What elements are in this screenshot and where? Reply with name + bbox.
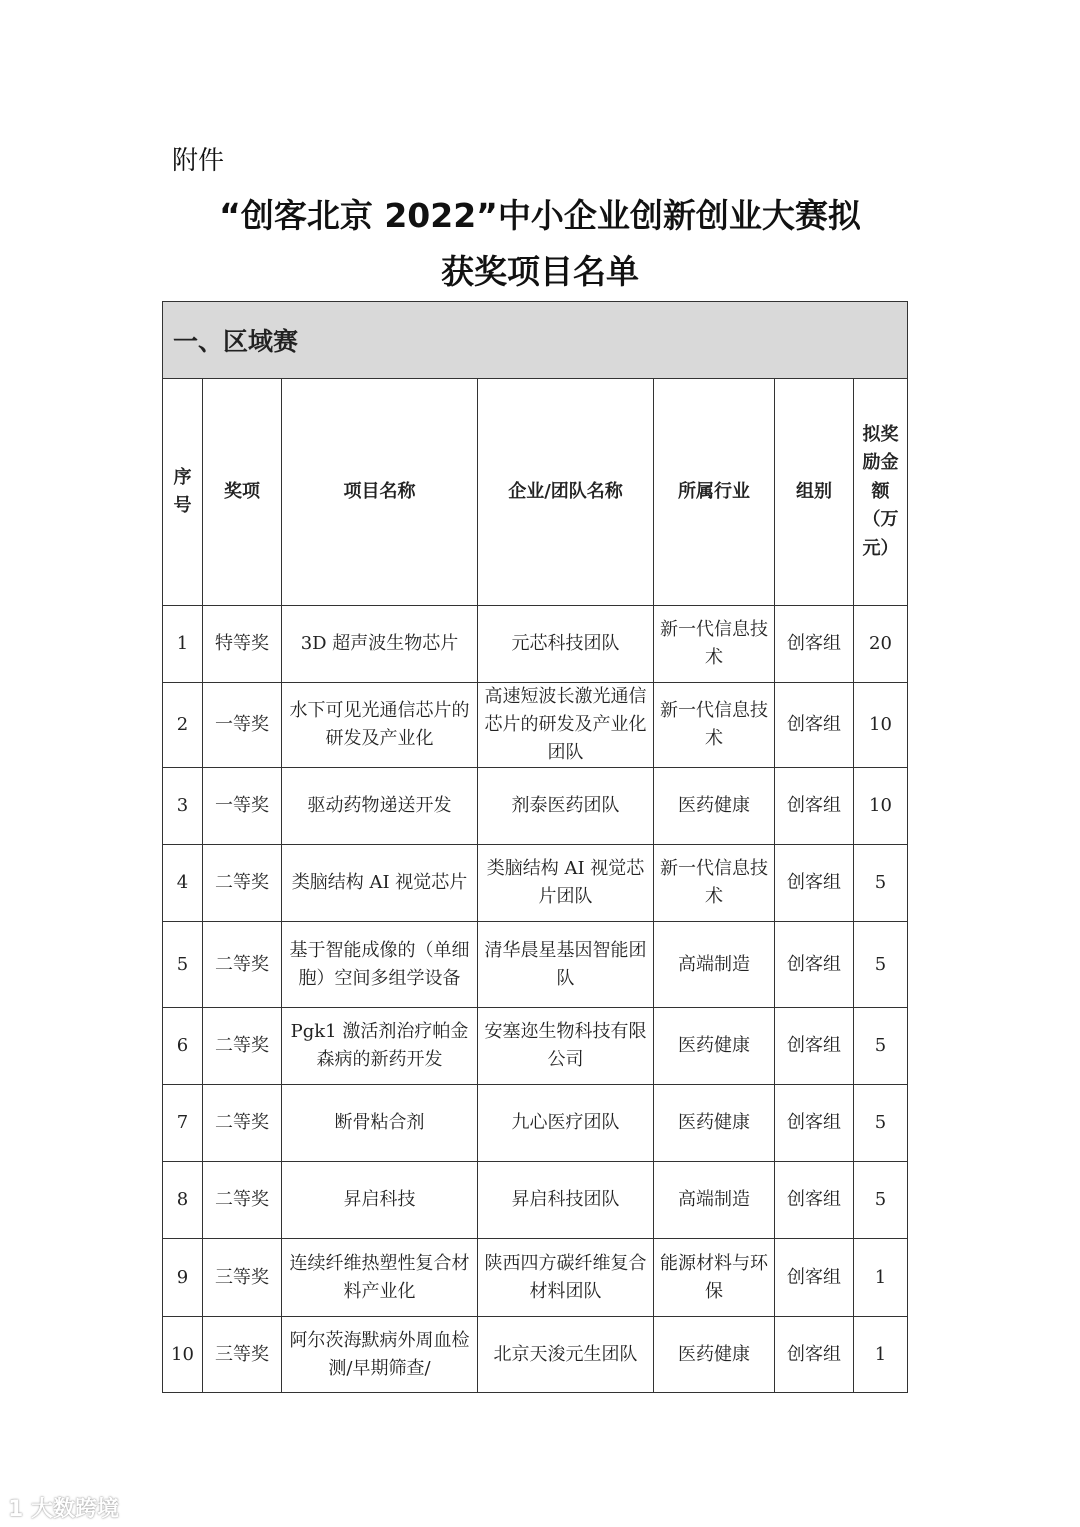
- row-team: 安塞迩生物科技有限公司: [478, 1008, 654, 1085]
- row-industry: 新一代信息技术: [654, 845, 775, 922]
- row-project: 阿尔茨海默病外周血检测/早期筛查/: [282, 1317, 478, 1393]
- row-index: 2: [163, 683, 203, 768]
- row-award: 三等奖: [203, 1317, 282, 1393]
- document-title: [150, 188, 930, 300]
- header-index: 序号: [163, 379, 203, 606]
- table-row: [163, 1162, 908, 1239]
- row-industry: 高端制造: [654, 922, 775, 1008]
- row-group: 创客组: [775, 1008, 854, 1085]
- row-index: 5: [163, 922, 203, 1008]
- header-team: 企业/团队名称: [478, 379, 654, 606]
- row-project: 基于智能成像的（单细胞）空间多组学设备: [282, 922, 478, 1008]
- row-project: 连续纤维热塑性复合材料产业化: [282, 1239, 478, 1317]
- row-index: 8: [163, 1162, 203, 1239]
- row-industry: 高端制造: [654, 1162, 775, 1239]
- table-row: [163, 606, 908, 683]
- row-project: 水下可见光通信芯片的研发及产业化: [282, 683, 478, 768]
- row-project: 昇启科技: [282, 1162, 478, 1239]
- table-row: [163, 1317, 908, 1393]
- row-award: 一等奖: [203, 768, 282, 845]
- row-amount: 5: [854, 1162, 908, 1239]
- row-group: 创客组: [775, 768, 854, 845]
- table-row: [163, 1085, 908, 1162]
- row-award: 二等奖: [203, 845, 282, 922]
- header-group: 组别: [775, 379, 854, 606]
- row-project: 断骨粘合剂: [282, 1085, 478, 1162]
- row-team: 昇启科技团队: [478, 1162, 654, 1239]
- row-award: 三等奖: [203, 1239, 282, 1317]
- header-award: 奖项: [203, 379, 282, 606]
- row-team: 类脑结构 AI 视觉芯片团队: [478, 845, 654, 922]
- row-index: 7: [163, 1085, 203, 1162]
- row-group: 创客组: [775, 922, 854, 1008]
- row-index: 10: [163, 1317, 203, 1393]
- row-project: Pgk1 激活剂治疗帕金森病的新药开发: [282, 1008, 478, 1085]
- row-group: 创客组: [775, 1162, 854, 1239]
- row-group: 创客组: [775, 606, 854, 683]
- header-project: 项目名称: [282, 379, 478, 606]
- row-industry: 医药健康: [654, 1317, 775, 1393]
- row-amount: 10: [854, 683, 908, 768]
- table-row: [163, 1008, 908, 1085]
- row-amount: 5: [854, 1085, 908, 1162]
- row-amount: 5: [854, 1008, 908, 1085]
- table-row: [163, 768, 908, 845]
- row-index: 6: [163, 1008, 203, 1085]
- row-group: 创客组: [775, 683, 854, 768]
- row-team: 九心医疗团队: [478, 1085, 654, 1162]
- attachment-label: 附件: [172, 146, 225, 176]
- row-award: 特等奖: [203, 606, 282, 683]
- row-group: 创客组: [775, 1085, 854, 1162]
- row-index: 3: [163, 768, 203, 845]
- title-line-2: 获奖项目名单: [441, 252, 639, 291]
- row-amount: 5: [854, 845, 908, 922]
- row-industry: 能源材料与环保: [654, 1239, 775, 1317]
- title-line-1: “创客北京 2022”中小企业创新创业大赛拟: [219, 196, 861, 235]
- table-row: [163, 683, 908, 768]
- row-team: 北京天浚元生团队: [478, 1317, 654, 1393]
- row-project: 类脑结构 AI 视觉芯片: [282, 845, 478, 922]
- row-team: 陕西四方碳纤维复合材料团队: [478, 1239, 654, 1317]
- row-group: 创客组: [775, 1239, 854, 1317]
- row-amount: 5: [854, 922, 908, 1008]
- table-row: [163, 922, 908, 1008]
- row-award: 二等奖: [203, 1085, 282, 1162]
- row-industry: 医药健康: [654, 768, 775, 845]
- row-award: 二等奖: [203, 1008, 282, 1085]
- row-group: 创客组: [775, 845, 854, 922]
- row-award: 二等奖: [203, 1162, 282, 1239]
- award-table: [162, 301, 908, 1393]
- row-index: 1: [163, 606, 203, 683]
- row-industry: 新一代信息技术: [654, 683, 775, 768]
- row-team: 剂泰医药团队: [478, 768, 654, 845]
- table-header-row: [163, 379, 908, 606]
- header-amount: 拟奖励金额（万元）: [854, 379, 908, 606]
- row-index: 4: [163, 845, 203, 922]
- row-team: 高速短波长激光通信芯片的研发及产业化团队: [478, 683, 654, 768]
- row-award: 二等奖: [203, 922, 282, 1008]
- row-amount: 1: [854, 1239, 908, 1317]
- row-group: 创客组: [775, 1317, 854, 1393]
- row-project: 驱动药物递送开发: [282, 768, 478, 845]
- row-industry: 医药健康: [654, 1008, 775, 1085]
- row-team: 元芯科技团队: [478, 606, 654, 683]
- row-amount: 1: [854, 1317, 908, 1393]
- row-industry: 新一代信息技术: [654, 606, 775, 683]
- table-row: [163, 845, 908, 922]
- row-amount: 10: [854, 768, 908, 845]
- table-row: [163, 1239, 908, 1317]
- row-award: 一等奖: [203, 683, 282, 768]
- row-project: 3D 超声波生物芯片: [282, 606, 478, 683]
- row-amount: 20: [854, 606, 908, 683]
- header-industry: 所属行业: [654, 379, 775, 606]
- watermark-logo: 1 大数跨境: [8, 1497, 119, 1522]
- row-team: 清华晨星基因智能团队: [478, 922, 654, 1008]
- row-index: 9: [163, 1239, 203, 1317]
- watermark-text: 大数跨境: [30, 1497, 119, 1522]
- section-heading: 一、区域赛: [163, 302, 908, 379]
- row-industry: 医药健康: [654, 1085, 775, 1162]
